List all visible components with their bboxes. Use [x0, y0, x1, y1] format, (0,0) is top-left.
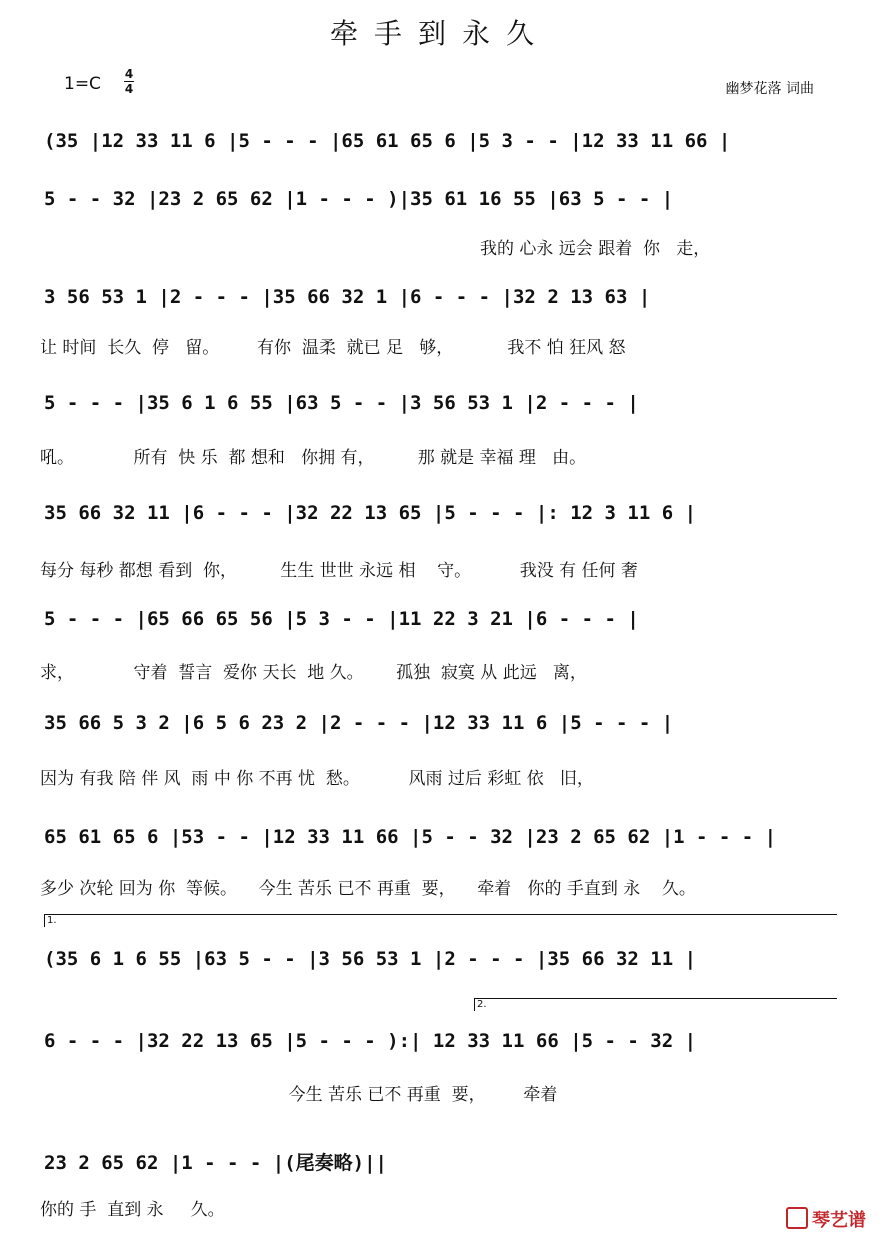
score-line-3: 3 56 53 1 |2 - - - |35 66 32 1 |6 - - - |32 2 13 63 |: [44, 286, 651, 308]
score-line-2: 5 - - 32 |23 2 65 62 |1 - - - )|35 61 16 55 |63 5 - - |: [44, 188, 674, 210]
logo-mark-icon: [786, 1207, 808, 1229]
score-line-7: 35 66 5 3 2 |6 5 6 23 2 |2 - - - |12 33 11 6 |5 - - - |: [44, 712, 674, 734]
composer-credit: 幽梦花落 词曲: [725, 81, 814, 97]
lyric-line-10: 今生 苦乐 已不 再重 要， 牵着: [40, 1085, 558, 1105]
watermark-logo: [786, 1206, 866, 1232]
time-signature-top: 4: [124, 67, 134, 81]
lyric-line-6: 求， 守着 誓言 爱你 天长 地 久。 孤独 寂寞 从 此远 离，: [40, 663, 587, 683]
score-line-5: 35 66 32 11 |6 - - - |32 22 13 65 |5 - - - |: 12 3 11 6 |: [44, 502, 697, 524]
lyric-line-4: 吼。 所有 快 乐 都 想和 你拥 有， 那 就是 幸福 理 由。: [40, 448, 587, 468]
lyric-line-3: 让 时间 长久 停 留。 有你 温柔 就已 足 够， 我不 怕 狂风 怒: [40, 338, 626, 358]
key-signature: 1=C: [64, 74, 101, 94]
score-line-6: 5 - - - |65 66 65 56 |5 3 - - |11 22 3 21 |6 - - - |: [44, 608, 639, 630]
song-title: 牵手到永久: [329, 17, 550, 50]
lyric-line-8: 多少 次轮 回为 你 等候。 今生 苦乐 已不 再重 要， 牵着 你的 手直到 永 久。: [40, 879, 696, 899]
volta-2-bracket: 2.: [474, 998, 837, 1011]
score-line-1: (35 |12 33 11 6 |5 - - - |65 61 65 6 |5 3 - - |12 33 11 66 |: [44, 130, 731, 152]
score-line-8: 65 61 65 6 |53 - - |12 33 11 66 |5 - - 32 |23 2 65 62 |1 - - - |: [44, 826, 777, 848]
time-signature-bottom: 4: [124, 82, 134, 96]
lyric-line-2: 我的 心永 远会 跟着 你 走，: [480, 239, 711, 259]
watermark-text: 琴艺谱: [812, 1210, 866, 1231]
score-line-9: (35 6 1 6 55 |63 5 - - |3 56 53 1 |2 - - - |35 66 32 11 |: [44, 948, 697, 970]
lyric-line-11: 你的 手 直到 永 久。: [40, 1200, 225, 1220]
score-line-10: 6 - - - |32 22 13 65 |5 - - - ):| 12 33 11 66 |5 - - 32 |: [44, 1030, 697, 1052]
time-signature: [124, 68, 134, 95]
lyric-line-5: 每分 每秒 都想 看到 你， 生生 世世 永远 相 守。 我没 有 任何 奢: [40, 561, 638, 581]
score-line-11: 23 2 65 62 |1 - - - |(尾奏略)||: [44, 1152, 387, 1174]
volta-1-bracket: 1.: [44, 914, 837, 927]
score-line-4: 5 - - - |35 6 1 6 55 |63 5 - - |3 56 53 1 |2 - - - |: [44, 392, 639, 414]
lyric-line-7: 因为 有我 陪 伴 风 雨 中 你 不再 忧 愁。 风雨 过后 彩虹 依 旧，: [40, 769, 594, 789]
